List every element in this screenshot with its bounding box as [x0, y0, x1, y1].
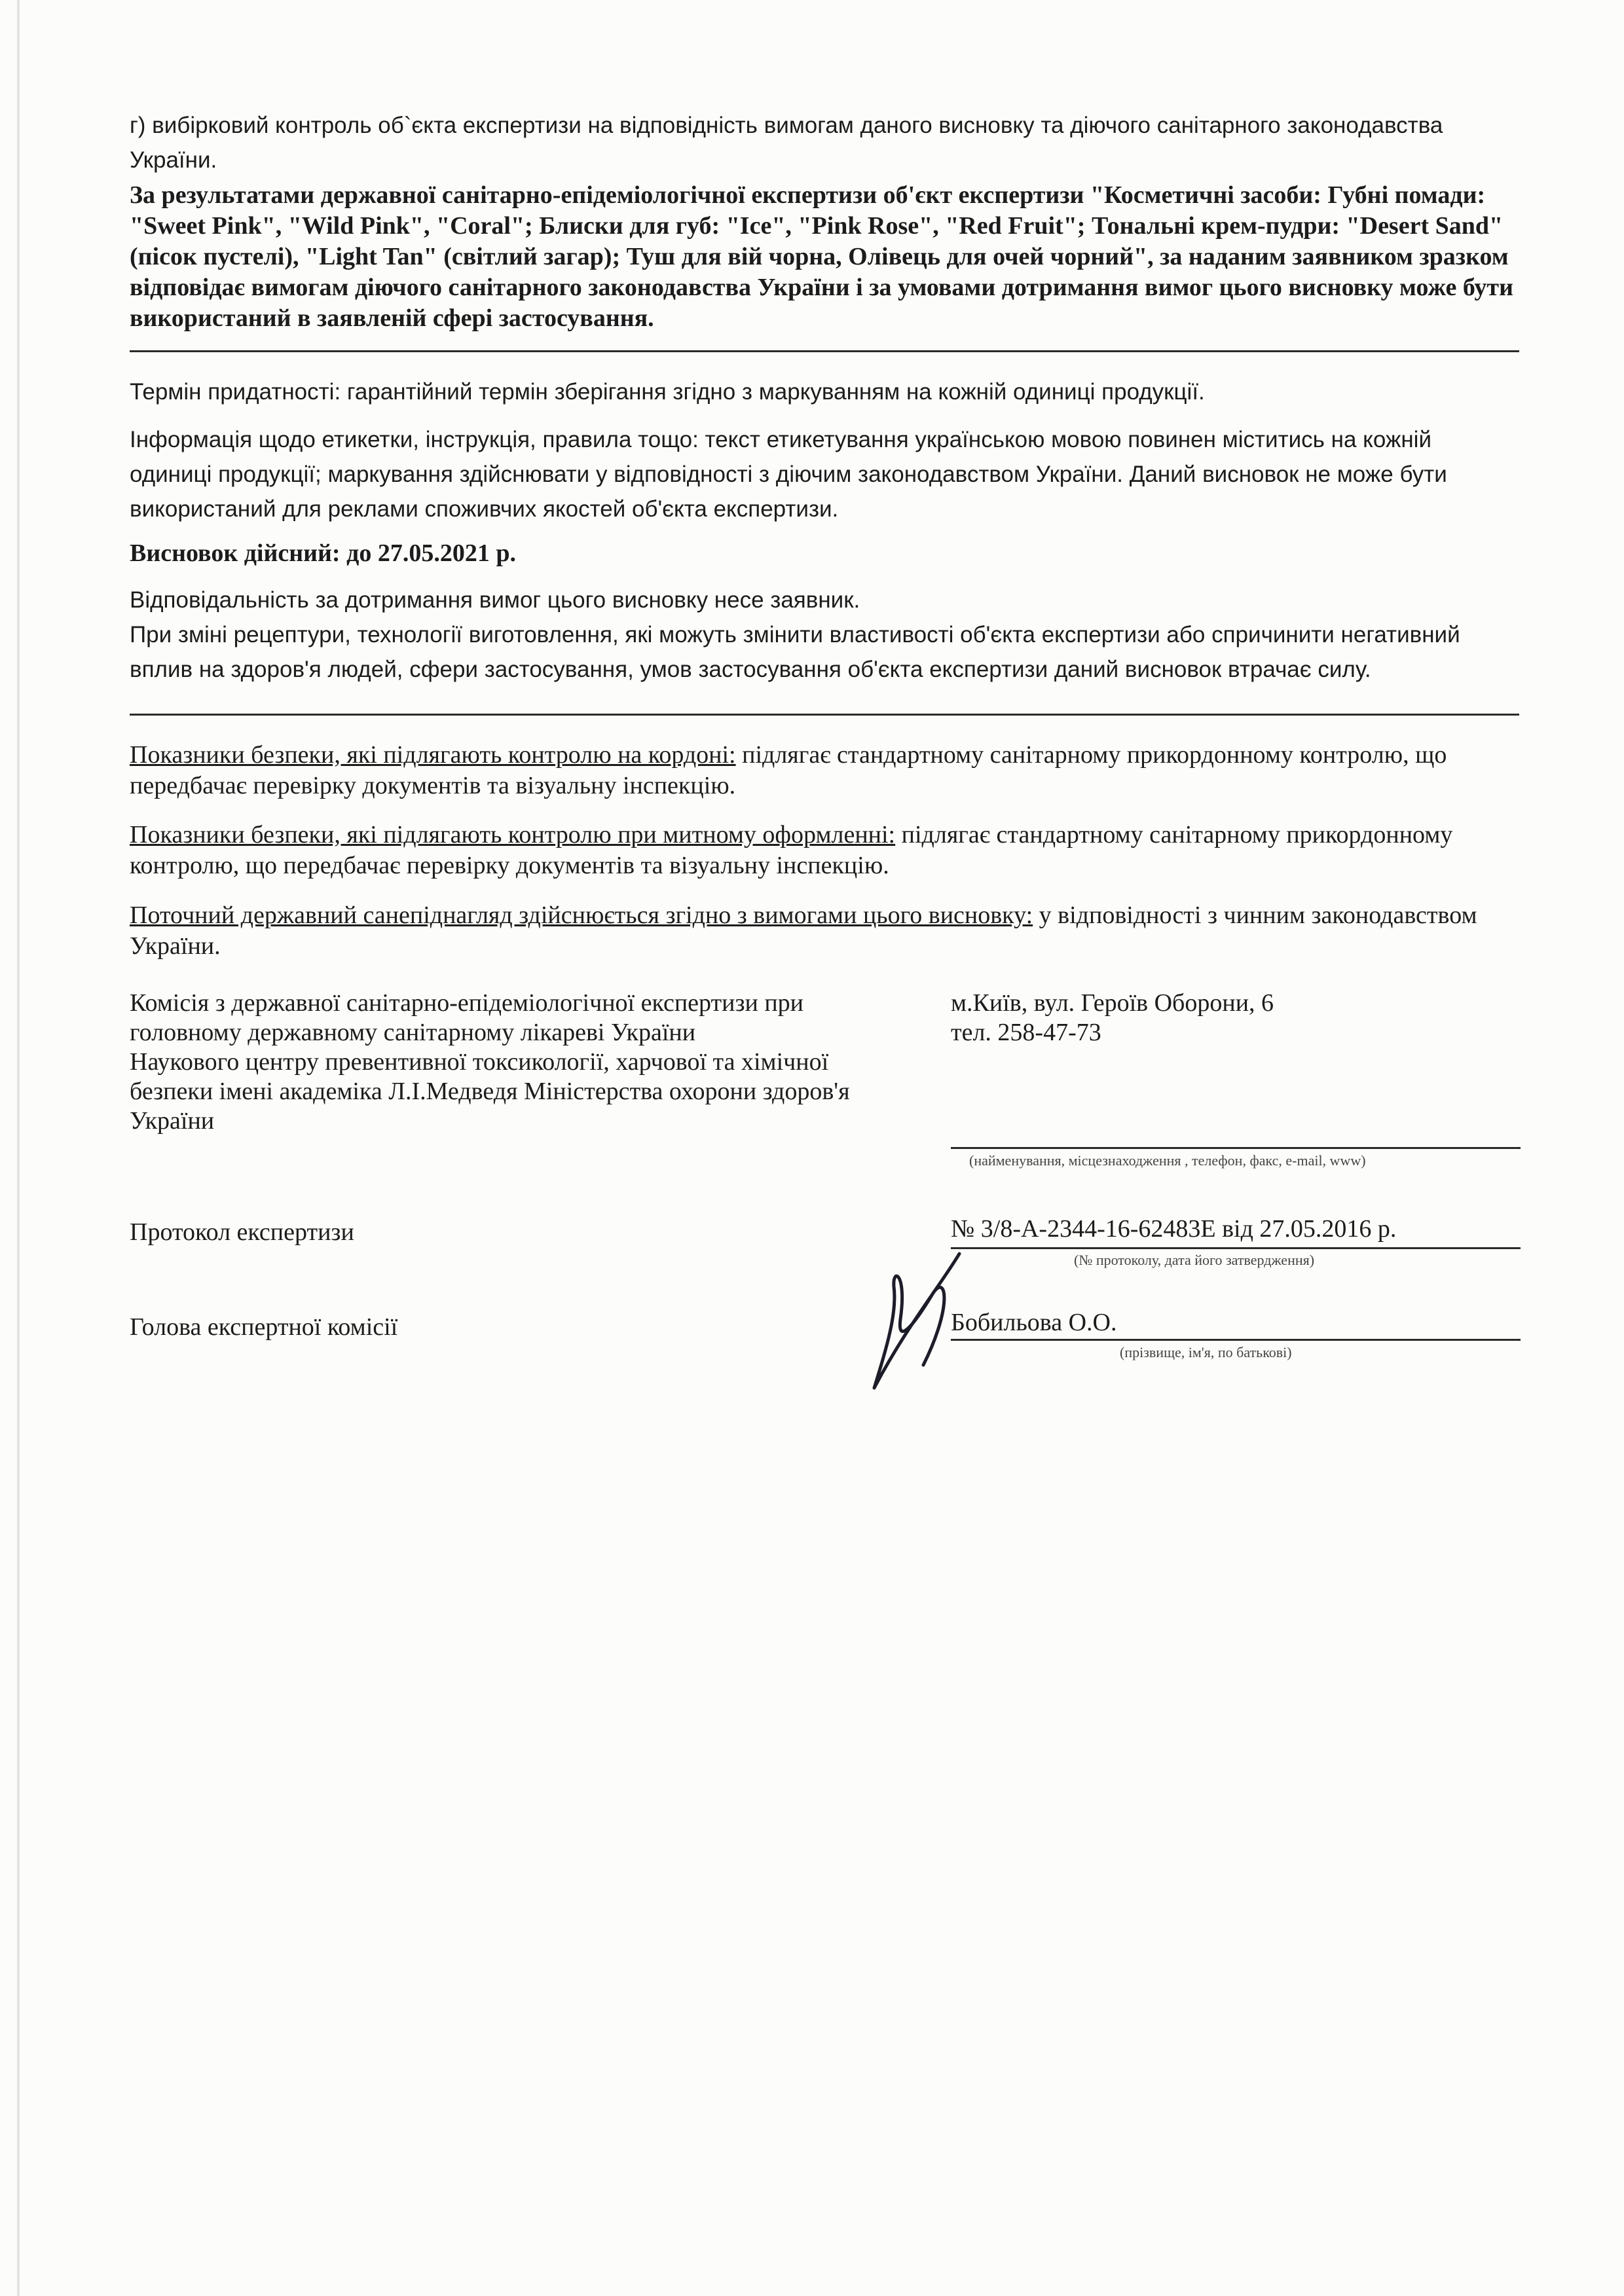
border-control [130, 740, 1519, 801]
supervision [130, 900, 1519, 962]
scan-edge [17, 0, 20, 2296]
head-line [951, 1339, 1521, 1341]
divider-1 [130, 350, 1519, 352]
head-name: Бобильова О.О. [951, 1309, 1117, 1336]
validity: Висновок дійсний: до 27.05.2021 р. [130, 539, 516, 567]
head-caption: (прізвище, ім'я, по батькові) [1120, 1344, 1292, 1360]
commission-address: м.Київ, вул. Героїв Оборони, 6 тел. 258-47-73 [951, 989, 1274, 1046]
protocol-caption: (№ протоколу, дата його затвердження) [1074, 1252, 1315, 1268]
section-g: г) вибірковий контроль об`єкта експертизи на відповідність вимогам даного висновку та діючого санітарного законодавства України. [130, 113, 1443, 173]
commission-name: Комісія з державної санітарно-епідеміологічної експертизи при головному державному санітарному лікареві України Наукового центру превентивної токсикології, харчової та хімічної безпеки імені академіка Л.І.Медведя Міністерства охорони здоров'я України [130, 989, 850, 1135]
shelf-life: Термін придатності: гарантійний термін зберігання згідно з маркуванням на кожній одиниці продукції. [130, 379, 1205, 405]
address-caption: (найменування, місцезнаходження , телефон, факс, e-mail, www) [969, 1152, 1366, 1169]
customs-label: Показники безпеки, які підлягають контролю при митному оформленні: [130, 821, 896, 848]
label-info: Інформація щодо етикетки, інструкція, правила тощо: текст етикетування українською мовою повинен міститись на кожній одиниці продукції; маркування здійснювати у відповідності з діючим законодавством України. Даний висновок не може бути використаний для реклами споживчих якостей об'єкта експертизи. [130, 427, 1447, 522]
protocol-label: Протокол експертизи [130, 1218, 354, 1246]
supervision-text: у відповідності з чинним законодавством України. [130, 902, 1477, 960]
border-text: підлягає стандартному санітарному прикордонному контролю, що передбачає перевірку документів та візуальну інспекцію. [130, 741, 1447, 799]
responsibility: Відповідальність за дотримання вимог цього висновку несе заявник. При зміні рецептури, технології виготовлення, які можуть змінити властивості об'єкта експертизи або спричинити негативний вплив на здоров'я людей, сфери застосування, умов застосування об'єкта експертизи даний висновок втрачає силу. [130, 587, 1460, 682]
divider-2 [130, 714, 1519, 716]
address-line [951, 1147, 1521, 1149]
customs-text: підлягає стандартному санітарному прикордонному контролю, що передбачає перевірку документів та візуальну інспекцію. [130, 821, 1453, 879]
customs-control [130, 820, 1519, 881]
protocol-line [951, 1247, 1521, 1249]
border-label: Показники безпеки, які підлягають контролю на кордоні: [130, 741, 736, 769]
conclusion-paragraph: За результатами державної санітарно-епідеміологічної експертизи об'єкт експертизи "Косметичні засоби: Губні помади: "Sweet Pink", "Wild Pink", "Coral"; Блиски для губ: "Ice", "Pink Rose", "Red Fruit"; Тональні крем-пудри: "Desert Sand" (пісок пустелі), "Light Tan" (світлий загар); Туш для вій чорна, Олівець для очей чорний", за наданим заявником зразком відповідає вимогам діючого санітарного законодавства України і за умовами дотримання вимог цього висновку може бути використаний в заявленій сфері застосування. [130, 181, 1513, 332]
supervision-label: Поточний державний санепіднагляд здійснюється згідно з вимогами цього висновку: [130, 902, 1033, 929]
protocol-value: № 3/8-А-2344-16-62483Е від 27.05.2016 р. [951, 1215, 1397, 1243]
head-label: Голова експертної комісії [130, 1313, 398, 1341]
